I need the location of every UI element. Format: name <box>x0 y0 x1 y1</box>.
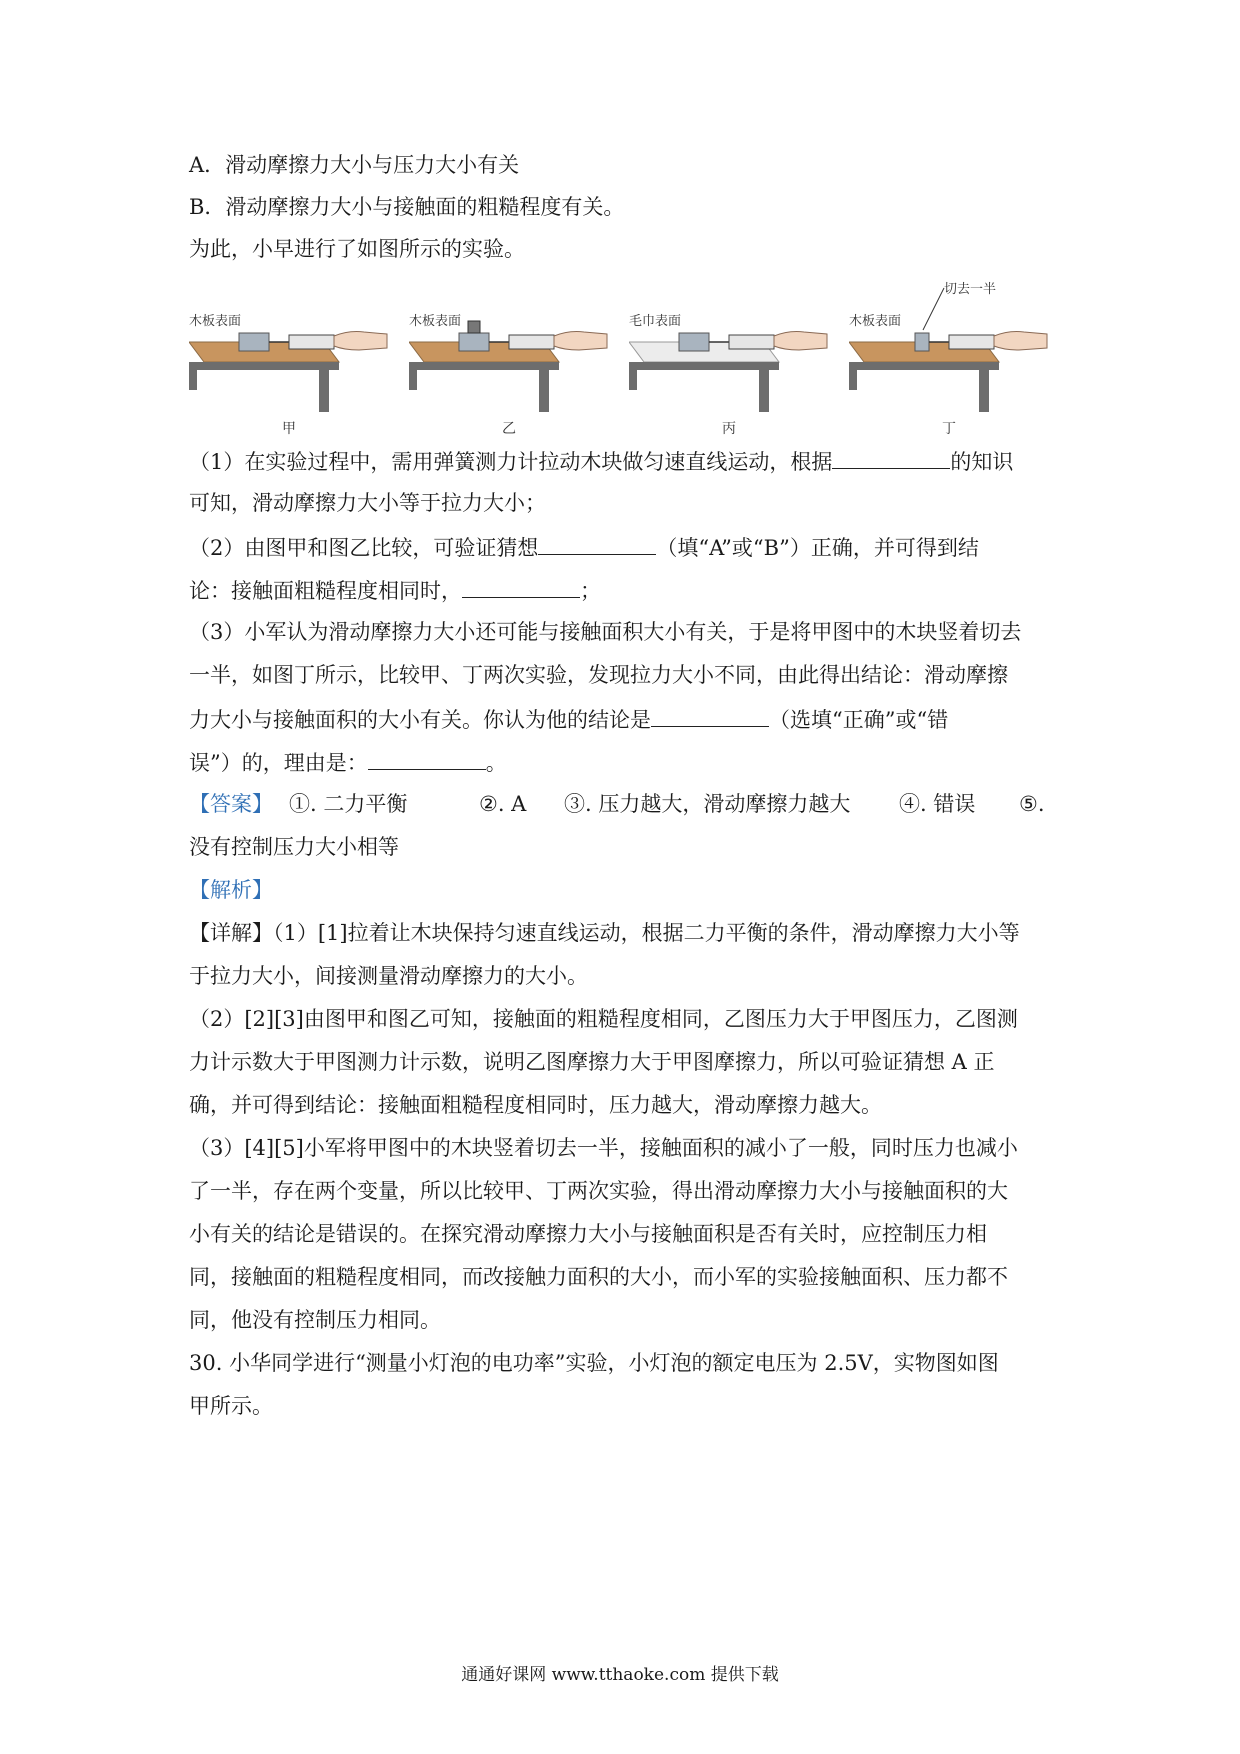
q2-line-2 <box>189 575 601 605</box>
figure-bing <box>629 270 829 440</box>
q2-text-d: ； <box>580 579 601 603</box>
analysis-tag: 【解析】 <box>189 878 273 902</box>
surface-label: 木板表面 <box>189 314 242 329</box>
answer-tag: 【答案】 <box>189 792 273 816</box>
q3-line-3 <box>189 704 948 734</box>
q3-text-d: 。 <box>485 751 507 775</box>
answer-item-3: ③. 压力越大，滑动摩擦力越大 <box>564 792 851 816</box>
q2-line-1 <box>189 532 979 562</box>
q1-text-a: （1）在实验过程中，需用弹簧测力计拉动木块做匀速直线运动，根据 <box>189 450 833 474</box>
q2-text-b: （填“A”或“B”）正确，并可得到结 <box>656 536 979 560</box>
q2-blank-2[interactable] <box>462 575 580 598</box>
detail-line-9: 同，接触面的粗糙程度相同，而改接触力面积的大小，而小军的实验接触面积、压力都不 <box>189 1265 1008 1289</box>
q3-blank-1[interactable] <box>651 704 769 727</box>
q3-line-1: （3）小军认为滑动摩擦力大小还可能与接触面积大小有关，于是将甲图中的木块竖着切去 <box>189 620 1022 644</box>
q1-line-2: 可知，滑动摩擦力大小等于拉力大小； <box>189 491 546 515</box>
answer-item-4: ④. 错误 <box>899 792 976 816</box>
detail-line-5: 确，并可得到结论：接触面粗糙程度相同时，压力越大，滑动摩擦力越大。 <box>189 1093 882 1117</box>
detail-line-10: 同，他没有控制压力相同。 <box>189 1308 441 1332</box>
q2-blank-1[interactable] <box>538 532 656 555</box>
q3-text-c: 误”）的，理由是： <box>189 751 368 775</box>
footer-watermark: 通通好课网 www.tthaoke.com 提供下载 <box>461 1665 779 1685</box>
figure-caption: 丁 <box>942 421 956 437</box>
figure-caption: 乙 <box>502 421 516 437</box>
answer-continuation: 没有控制压力大小相等 <box>189 835 399 859</box>
q3-blank-2[interactable] <box>368 747 486 770</box>
q1-text-b: 的知识 <box>950 450 1014 474</box>
q3-text-a: 力大小与接触面积的大小有关。你认为他的结论是 <box>189 708 651 732</box>
intro-text: 为此，小早进行了如图所示的实验。 <box>189 237 525 261</box>
detail-line-6: （3）[4][5]小军将甲图中的木块竖着切去一半，接触面积的减小了一般，同时压力也减小 <box>189 1136 1018 1160</box>
detail-line-8: 小有关的结论是错误的。在探究滑动摩擦力大小与接触面积是否有关时，应控制压力相 <box>189 1222 987 1246</box>
figure-jia <box>189 270 389 440</box>
detail-line-2: 于拉力大小，间接测量滑动摩擦力的大小。 <box>189 964 588 988</box>
detail-line-4: 力计示数大于甲图测力计示数，说明乙图摩擦力大于甲图摩擦力，所以可验证猜想 A 正 <box>189 1050 995 1074</box>
q2-text-a: （2）由图甲和图乙比较，可验证猜想 <box>189 536 539 560</box>
figure-yi <box>409 270 609 440</box>
answer-item-2: ②. A <box>479 792 527 816</box>
detail-line-7: 了一半，存在两个变量，所以比较甲、丁两次实验，得出滑动摩擦力大小与接触面积的大 <box>189 1179 1008 1203</box>
figure-caption: 丙 <box>722 421 736 437</box>
answer-item-5: ⑤. <box>1019 792 1045 816</box>
answer-line <box>189 790 1059 818</box>
detail-line-1: 【详解】（1）[1]拉着让木块保持匀速直线运动，根据二力平衡的条件，滑动摩擦力大小等 <box>189 921 1020 945</box>
surface-label: 毛巾表面 <box>629 314 682 329</box>
detail-line-3: （2）[2][3]由图甲和图乙可知，接触面的粗糙程度相同，乙图压力大于甲图压力，乙图测 <box>189 1007 1018 1031</box>
q30-line-2: 甲所示。 <box>189 1394 273 1418</box>
figure-ding <box>849 270 1049 440</box>
cut-half-label: 切去一半 <box>944 282 997 297</box>
hypothesis-a: A．滑动摩擦力大小与压力大小有关 <box>189 153 520 177</box>
answer-item-1: ①. 二力平衡 <box>289 792 408 816</box>
hypothesis-b: B．滑动摩擦力大小与接触面的粗糙程度有关。 <box>189 195 625 219</box>
surface-label: 木板表面 <box>849 314 902 329</box>
figure-caption: 甲 <box>282 421 296 437</box>
q3-line-2: 一半，如图丁所示，比较甲、丁两次实验，发现拉力大小不同，由此得出结论：滑动摩擦 <box>189 663 1008 687</box>
q3-line-4 <box>189 747 507 777</box>
q1-line-1 <box>189 446 1013 476</box>
surface-label: 木板表面 <box>409 314 462 329</box>
q30-line-1: 30. 小华同学进行“测量小灯泡的电功率”实验，小灯泡的额定电压为 2.5V，实物图如图 <box>189 1351 999 1375</box>
q1-blank[interactable] <box>832 446 950 469</box>
q2-text-c: 论：接触面粗糙程度相同时， <box>189 579 462 603</box>
q3-text-b: （选填“正确”或“错 <box>769 708 949 732</box>
